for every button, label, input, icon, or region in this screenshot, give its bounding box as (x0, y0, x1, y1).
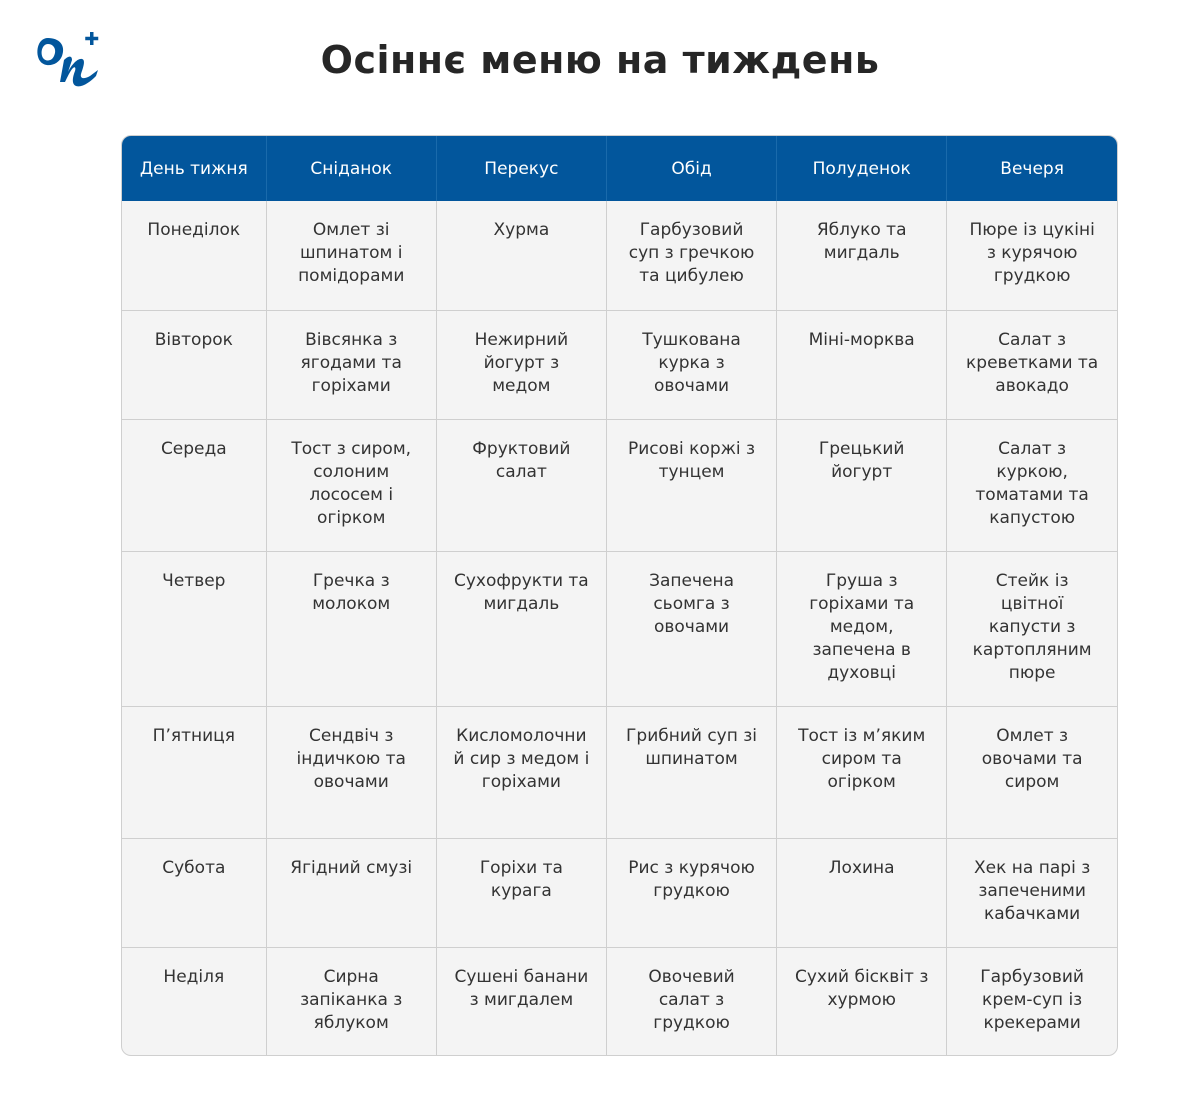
dinner-cell: Салат з креветками та авокадо (947, 310, 1117, 419)
column-header-dinner: Вечеря (947, 136, 1117, 201)
breakfast-cell: Ягідний смузі (266, 838, 436, 947)
column-header-snack: Перекус (436, 136, 606, 201)
snack-cell: Сухофрукти та мигдаль (436, 551, 606, 706)
dinner-cell: Омлет з овочами та сиром (947, 706, 1117, 838)
snack-cell: Сушені банани з мигдалем (436, 947, 606, 1055)
day-cell: Четвер (122, 551, 266, 706)
lunch-cell: Овочевий салат з грудкою (606, 947, 776, 1055)
table-row (122, 310, 1117, 419)
lunch-cell: Тушкована курка з овочами (606, 310, 776, 419)
snack-cell: Горіхи та курага (436, 838, 606, 947)
table-row (122, 838, 1117, 947)
table-row (122, 551, 1117, 706)
table-header-row (122, 136, 1117, 201)
dinner-cell: Хек на парі з запеченими кабачками (947, 838, 1117, 947)
afternoon-snack-cell: Лохина (777, 838, 947, 947)
snack-cell: Нежирний йогурт з медом (436, 310, 606, 419)
breakfast-cell: Сирна запіканка з яблуком (266, 947, 436, 1055)
dinner-cell: Стейк із цвітної капусти з картопляним пюре (947, 551, 1117, 706)
table-row (122, 706, 1117, 838)
lunch-cell: Гарбузовий суп з гречкою та цибулею (606, 201, 776, 310)
snack-cell: Фруктовий салат (436, 419, 606, 551)
lunch-cell: Запечена сьомга з овочами (606, 551, 776, 706)
lunch-cell: Рис з курячою грудкою (606, 838, 776, 947)
breakfast-cell: Вівсянка з ягодами та горіхами (266, 310, 436, 419)
day-cell: Вівторок (122, 310, 266, 419)
snack-cell: Кисломолочний сир з медом і горіхами (436, 706, 606, 838)
afternoon-snack-cell: Сухий бісквіт з хурмою (777, 947, 947, 1055)
afternoon-snack-cell: Міні-морква (777, 310, 947, 419)
day-cell: П’ятниця (122, 706, 266, 838)
lunch-cell: Грибний суп зі шпинатом (606, 706, 776, 838)
table-row (122, 947, 1117, 1055)
dinner-cell: Гарбузовий крем-суп із крекерами (947, 947, 1117, 1055)
day-cell: Неділя (122, 947, 266, 1055)
day-cell: Понеділок (147, 220, 241, 240)
dinner-cell: Салат з куркою, томатами та капустою (947, 419, 1117, 551)
day-cell: Середа (122, 419, 266, 551)
dinner-cell: Пюре із цукіні з курячою грудкою (947, 201, 1117, 310)
breakfast-cell: Омлет зі шпинатом і помідорами (266, 201, 436, 310)
column-header-breakfast: Сніданок (266, 136, 436, 201)
lunch-cell: Рисові коржі з тунцем (606, 419, 776, 551)
afternoon-snack-cell: Тост із м’яким сиром та огірком (777, 706, 947, 838)
breakfast-cell: Сендвіч з індичкою та овочами (266, 706, 436, 838)
afternoon-snack-cell: Груша з горіхами та медом, запечена в духовці (777, 551, 947, 706)
column-header-afternoon-snack: Полуденок (777, 136, 947, 201)
page-title: Осіннє меню на тиждень (320, 38, 880, 82)
table-row (122, 201, 1117, 310)
column-header-lunch: Обід (606, 136, 776, 201)
afternoon-snack-cell: Грецький йогурт (777, 419, 947, 551)
table-row (122, 419, 1117, 551)
breakfast-cell: Тост з сиром, солоним лососем і огірком (266, 419, 436, 551)
column-header-day: День тижня (122, 136, 266, 201)
weekly-menu-table (121, 135, 1118, 1056)
day-cell: Субота (122, 838, 266, 947)
snack-cell: Хурма (436, 201, 606, 310)
afternoon-snack-cell: Яблуко та мигдаль (777, 201, 947, 310)
breakfast-cell: Гречка з молоком (266, 551, 436, 706)
